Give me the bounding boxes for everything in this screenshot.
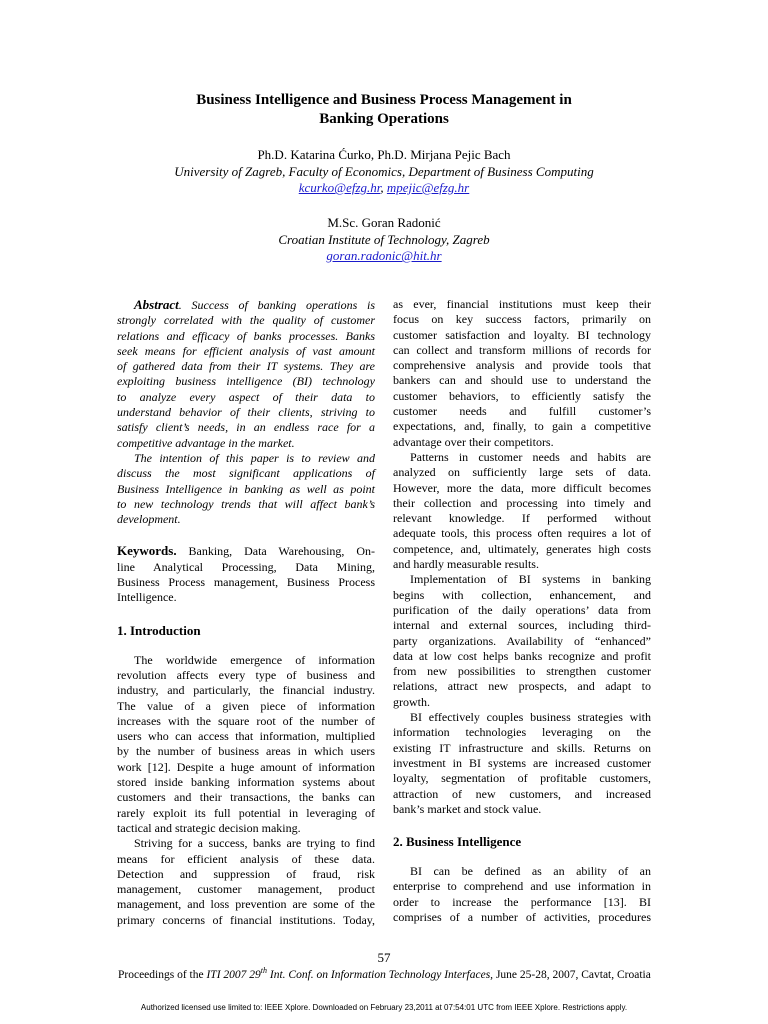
title-line-1: Business Intelligence and Business Process Management in — [196, 92, 572, 108]
intro-paragraph-1: The worldwide emergence of information revolution affects every type of business and industry, and particularly, the financial industry. The value of a given piece of information increases with the square root of the number of users who can access that information, multiplied by the number of business areas in which users work [12]. Despite a huge amount of information stored inside banking information systems about customers and their transactions, the banks can rarely exploit its full potential in leveraging of tactical and strategic decision making. — [117, 652, 375, 835]
paper-title — [118, 91, 650, 129]
abstract-label: Abstract — [134, 297, 179, 312]
affiliation-2: Croatian Institute of Technology, Zagreb — [278, 231, 490, 247]
right-paragraph-2: Patterns in customer needs and habits are analyzed on sufficiently large sets of data. However, more the data, more difficult becomes their collection and processing into timely and relevant knowledge. If performed without adequate tools, this process often requires a lot of competence, and, ultimately, generates high costs and hardly measurable results. — [393, 449, 651, 572]
left-column — [117, 297, 375, 928]
section-heading-business-intelligence: 2. Business Intelligence — [393, 834, 522, 850]
emails-1 — [118, 180, 650, 197]
abstract-paragraph-1: Abstract. Success of banking operations is strongly correlated with the quality of customer relations and efficacy of banks processes. Banks seek means for efficient analysis of vast amount of gathered data from their IT systems. They are exploiting business intelligence (BI) technology to analyze every aspect of their data to understand behavior of their clients, striving to satisfy client’s needs, in an endless race for a competitive advantage in the market. — [117, 297, 375, 450]
title-line-2: Banking Operations — [319, 111, 449, 127]
author-names-2: M.Sc. Goran Radonić — [327, 215, 441, 230]
author-block-2 — [118, 215, 650, 265]
keywords-label: Keywords. — [117, 543, 177, 559]
email-link-3[interactable]: goran.radonic@hit.hr — [326, 248, 442, 263]
email-separator: , — [380, 180, 384, 195]
email-link-1[interactable]: kcurko@efzg.hr — [298, 180, 381, 195]
author-names-1: Ph.D. Katarina Ćurko, Ph.D. Mirjana Pejic Bach — [257, 147, 511, 162]
email-link-2[interactable]: mpejic@efzg.hr — [386, 180, 470, 195]
license-notice: Authorized licensed use limited to: IEEE Xplore. Downloaded on February 23,2011 at 07:54:01 UTC from IEEE Xplore. Restrictions apply. — [140, 1003, 628, 1012]
right-paragraph-3: Implementation of BI systems in banking begins with collection, enhancement, and purification of the daily operations’ data from internal and external sources, including third- party organizations. Availability of “enhanced” data at low cost helps banks recognize and profit from new possibilities to strengthen customer relations, attract new prospects, and adapt to growth. — [393, 572, 651, 709]
right-column — [393, 297, 651, 925]
author-block-1 — [118, 147, 650, 197]
affiliation-1: University of Zagreb, Faculty of Economics, Department of Business Computing — [174, 163, 594, 179]
right-paragraph-4: BI effectively couples business strategies with information technologies leveraging on the existing IT infrastructure and skills. Returns on investment in BI systems are increased customer loyalty, segmentation of profitable customers, attraction of new customers, and increased bank’s market and stock value. — [393, 710, 651, 816]
keywords-paragraph: Keywords. Banking, Data Warehousing, On- line Analytical Processing, Data Mining, Business Process management, Business Process Intelligence. — [117, 543, 375, 605]
section-heading-introduction: 1. Introduction — [117, 622, 201, 638]
bi-paragraph-1: BI can be defined as an ability of an enterprise to comprehend and use information in order to increase the performance [13]. BI comprises of a number of activities, procedures — [393, 864, 651, 924]
intro-paragraph-2: Striving for a success, banks are trying to find means for efficient analysis of these data. Detection and suppression of fraud, risk management, customer management, product management, and loss prevention are some of the primary concerns of financial institutions. Today, — [117, 836, 375, 927]
proceedings-footer: Proceedings of the ITI 2007 29th Int. Conf. on Information Technology Interfaces, June 25-28, 2007, Cavtat, Croatia — [118, 966, 651, 981]
page-number: 57 — [377, 950, 391, 965]
right-paragraph-1: as ever, financial institutions must keep their focus on key success factors, primarily on customer satisfaction and loyalty. BI technology can collect and transform millions of records for comprehensive analysis and provide tools that bankers can and should use to understand the customer behaviors, to efficiently satisfy the customer needs and fulfill customer’s expectations, and, finally, to gain a competitive advantage over their competitors. — [393, 297, 651, 449]
abstract-paragraph-2: The intention of this paper is to review and discuss the most significant applications of Business Intelligence in banking as well as point to new technology trends that will affect bank’s development. — [117, 450, 375, 527]
